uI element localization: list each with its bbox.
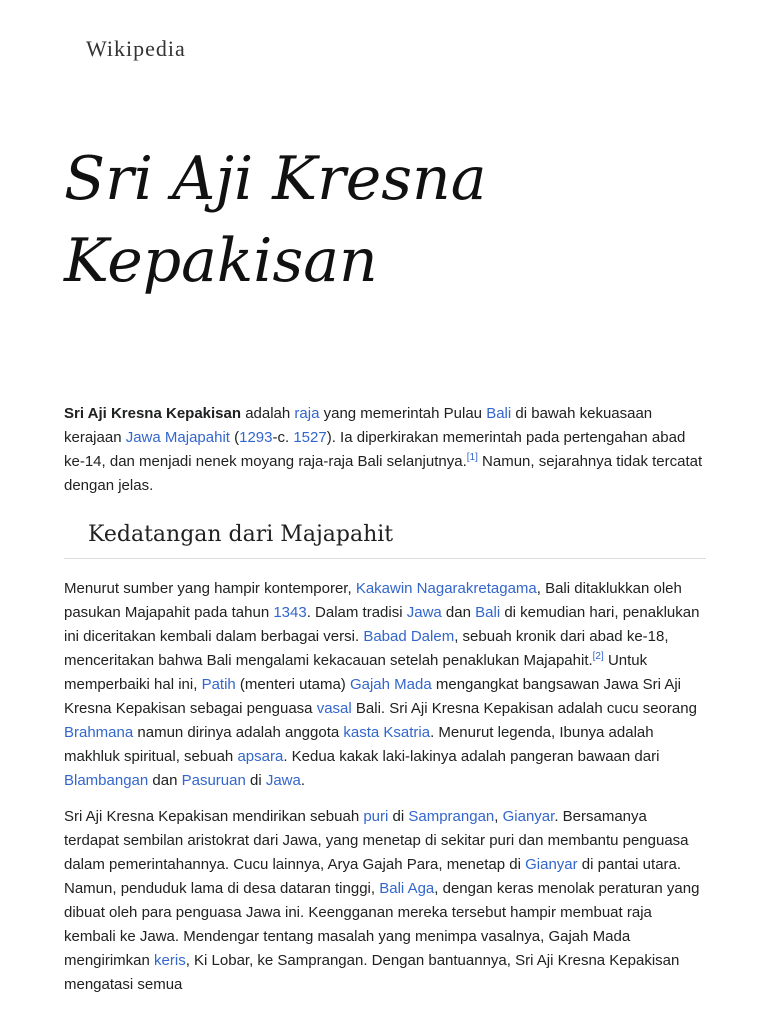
text: (: [229, 429, 240, 446]
text: Untuk memperbaiki hal ini,: [64, 652, 648, 693]
link-gajah-mada[interactable]: Gajah Mada: [349, 676, 432, 693]
text: -c.: [272, 429, 294, 446]
link-blambangan[interactable]: Blambangan: [64, 772, 149, 789]
text: , dengan keras menolak peraturan yang dibuat oleh para penguasa Jawa ini. Keengganan mereka tersebut hampir membuat raja kembali ke Jawa. Mendengar tentang masalah yang menimpa vasalnya, Gajah Mada mengirimkan: [64, 880, 700, 969]
text: Sri Aji Kresna Kepakisan mendirikan sebuah: [64, 808, 364, 825]
text: dan: [148, 772, 182, 789]
link-raja[interactable]: raja: [294, 405, 320, 422]
text: di bawah kekuasaan kerajaan: [64, 405, 653, 446]
text: , Bali ditaklukkan oleh pasukan Majapahit pada tahun: [64, 580, 682, 621]
text: di: [388, 808, 409, 825]
reference-1[interactable]: [1]: [466, 452, 478, 463]
link-puri[interactable]: puri: [363, 808, 389, 825]
text: (menteri utama): [235, 676, 350, 693]
link-1293[interactable]: 1293: [239, 429, 273, 446]
text: ,: [494, 808, 503, 825]
title-line-2: Kepakisan: [64, 226, 378, 296]
link-vasal[interactable]: vasal: [316, 700, 352, 717]
link-kakawin-nagarakretagama[interactable]: Kakawin Nagarakretagama: [355, 580, 537, 597]
text: . Menurut legenda, Ibunya adalah makhluk spiritual, sebuah: [64, 724, 654, 765]
link-gianyar-2[interactable]: Gianyar: [525, 856, 578, 873]
text: , sebuah kronik dari abad ke-18, menceritakan bahwa Bali mengalami kekacauan setelah penaklukan Majapahit.: [64, 628, 669, 669]
text: yang memerintah Pulau: [319, 405, 487, 422]
link-gianyar[interactable]: Gianyar: [502, 808, 555, 825]
link-keris[interactable]: keris: [154, 952, 186, 969]
intro-paragraph: [64, 402, 706, 498]
article-subject: Sri Aji Kresna Kepakisan: [64, 405, 242, 422]
section-paragraph-1: [64, 577, 706, 793]
text: mengangkat bangsawan Jawa Sri Aji Kresna Kepakisan sebagai penguasa: [64, 676, 682, 717]
link-1343[interactable]: 1343: [273, 604, 307, 621]
reference-2[interactable]: [2]: [592, 651, 604, 662]
link-samprangan[interactable]: Samprangan: [408, 808, 495, 825]
link-1527[interactable]: 1527: [293, 429, 327, 446]
title-line-1: Sri Aji Kresna: [64, 144, 487, 214]
text: .: [300, 772, 306, 789]
section-paragraph-2: [64, 805, 706, 997]
article-body: [64, 402, 706, 1009]
text: . Dalam tradisi: [306, 604, 407, 621]
link-brahmana[interactable]: Brahmana: [64, 724, 134, 741]
text: Menurut sumber yang hampir kontemporer,: [64, 580, 356, 597]
text: namun dirinya adalah anggota: [133, 724, 344, 741]
text: . Bersamanya terdapat sembilan aristokrat dari Jawa, yang menetap di sekitar puri dan membantu penguasa dalam pemerintahannya. Cucu lainnya, Arya Gajah Para, menetap di: [64, 808, 689, 873]
page-title: [64, 138, 486, 302]
link-pasuruan[interactable]: Pasuruan: [181, 772, 246, 789]
text: , Ki Lobar, ke Samprangan. Dengan bantuannya, Sri Aji Kresna Kepakisan mengatasi semua: [64, 952, 680, 993]
text: di kemudian hari, penaklukan ini diceritakan kembali dalam berbagai versi.: [64, 604, 700, 645]
text: adalah: [241, 405, 295, 422]
text: Namun, sejarahnya tidak tercatat dengan jelas.: [64, 453, 703, 494]
link-babad-dalem[interactable]: Babad Dalem: [363, 628, 455, 645]
link-apsara[interactable]: apsara: [237, 748, 284, 765]
link-patih[interactable]: Patih: [201, 676, 236, 693]
wikipedia-wordmark[interactable]: Wikipedia: [86, 36, 186, 61]
section-heading-kedatangan: Kedatangan dari Majapahit: [64, 518, 706, 559]
link-bali[interactable]: Bali: [486, 405, 512, 422]
text: Bali. Sri Aji Kresna Kepakisan adalah cucu seorang: [351, 700, 697, 717]
text: dan: [441, 604, 476, 621]
text: di pantai utara. Namun, penduduk lama di desa dataran tinggi,: [64, 856, 682, 897]
link-jawa-majapahit[interactable]: Jawa Majapahit: [125, 429, 230, 446]
link-jawa-2[interactable]: Jawa: [265, 772, 301, 789]
link-bali[interactable]: Bali: [475, 604, 501, 621]
link-jawa[interactable]: Jawa: [406, 604, 442, 621]
link-bali-aga[interactable]: Bali Aga: [379, 880, 435, 897]
text: ). Ia diperkirakan memerintah pada pertengahan abad ke-14, dan menjadi nenek moyang raja-raja Bali selanjutnya.: [64, 429, 686, 470]
text: . Kedua kakak laki-lakinya adalah pangeran bawaan dari: [283, 748, 660, 765]
text: di: [245, 772, 266, 789]
link-kasta-ksatria[interactable]: kasta Ksatria: [343, 724, 431, 741]
